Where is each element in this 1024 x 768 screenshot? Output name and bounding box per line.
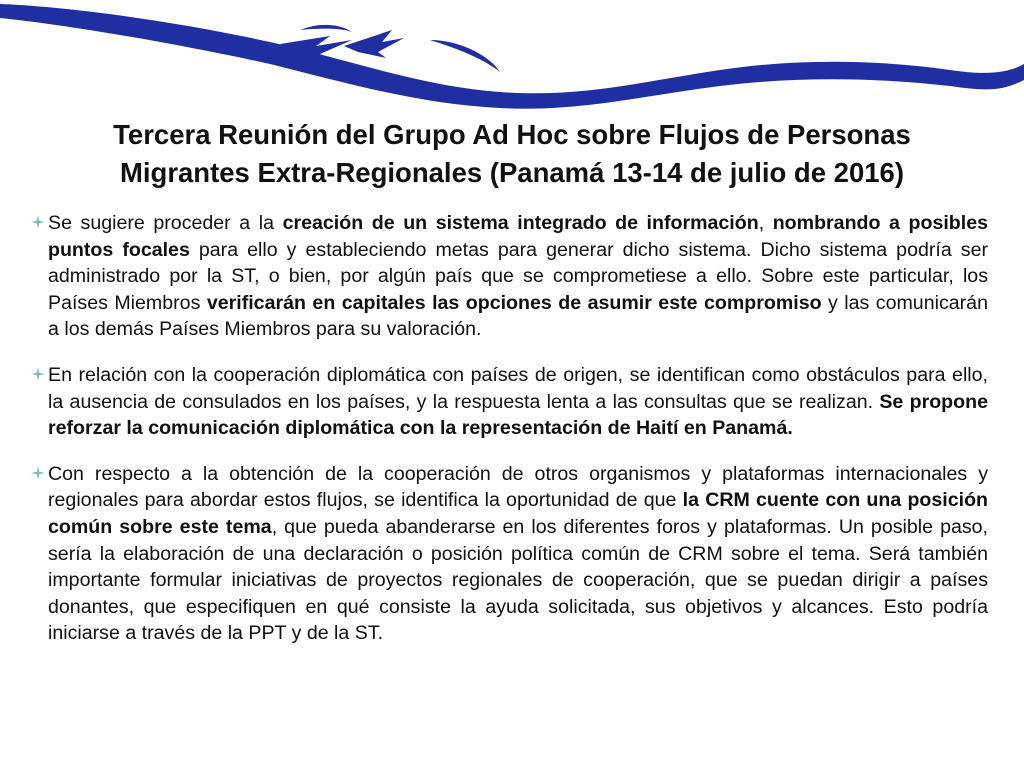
bullet-text-segment: verificarán en capitales las opciones de asumir este compromiso <box>206 291 822 314</box>
title-line-1: Tercera Reunión del Grupo Ad Hoc sobre Flujos de Personas <box>113 119 911 150</box>
four-point-diamond-icon <box>31 466 45 480</box>
bullet-text-segment: Se sugiere proceder a la <box>48 212 283 234</box>
bullet-text-segment: , que pueda abanderarse en los diferentes foros y plataformas. Un posible paso, sería la elaboración de una declaración o posición política común de CRM sobre el tema. Será también importante formular iniciativas de proyectos regionales de cooperación, que se puedan dirigir a países donantes, que especifiquen en qué consiste la ayuda solicitada, sus objetivos y alcances. Esto podría iniciarse a través de la PPT y de la ST. <box>48 515 988 645</box>
bullet-text-segment: Se propone reforzar la comunicación diplomática con la representación de Haití en Panamá. <box>48 390 988 440</box>
bullet-item-2 <box>30 362 988 442</box>
swoosh-with-birds-icon <box>0 0 1024 110</box>
four-point-diamond-icon <box>31 367 45 381</box>
slide-title <box>40 116 984 192</box>
bullet-item-1 <box>30 210 988 343</box>
bullet-text-2 <box>48 364 988 439</box>
bullet-text-1 <box>48 212 988 340</box>
bullet-text-segment: y las comunicarán a los demás Países Miembros para su valoración. <box>48 291 988 341</box>
bullet-item-3 <box>30 461 988 647</box>
bullet-text-3 <box>48 463 988 645</box>
bullet-text-segment: nombrando a posibles puntos focales <box>48 212 989 261</box>
bullet-list <box>30 210 988 647</box>
bullet-text-segment: En relación con la cooperación diplomática con países de origen, se identifican como obstáculos para ello, la ausencia de consulados en los países, y la respuesta lenta a las consultas que se realizan. <box>48 363 988 413</box>
bullet-text-segment: creación de un sistema integrado de información <box>282 212 759 234</box>
bullet-text-segment: Con respecto a la obtención de la cooperación de otros organismos y plataformas internacionales y regionales para abordar estos flujos, se identifica la oportunidad de que <box>48 462 988 512</box>
four-point-diamond-icon <box>31 215 45 229</box>
bullet-text-segment: para ello y estableciendo metas para generar dicho sistema. Dicho sistema podría ser administrado por la ST, o bien, por algún país que se comprometiese a ello. Sobre este particular, los Países Miembros <box>48 238 988 314</box>
title-line-2: Migrantes Extra-Regionales (Panamá 13-14 de julio de 2016) <box>119 157 905 188</box>
bullet-text-segment: , <box>758 212 773 234</box>
bullet-text-segment: la CRM cuente con una posición común sobre este tema <box>48 489 989 538</box>
